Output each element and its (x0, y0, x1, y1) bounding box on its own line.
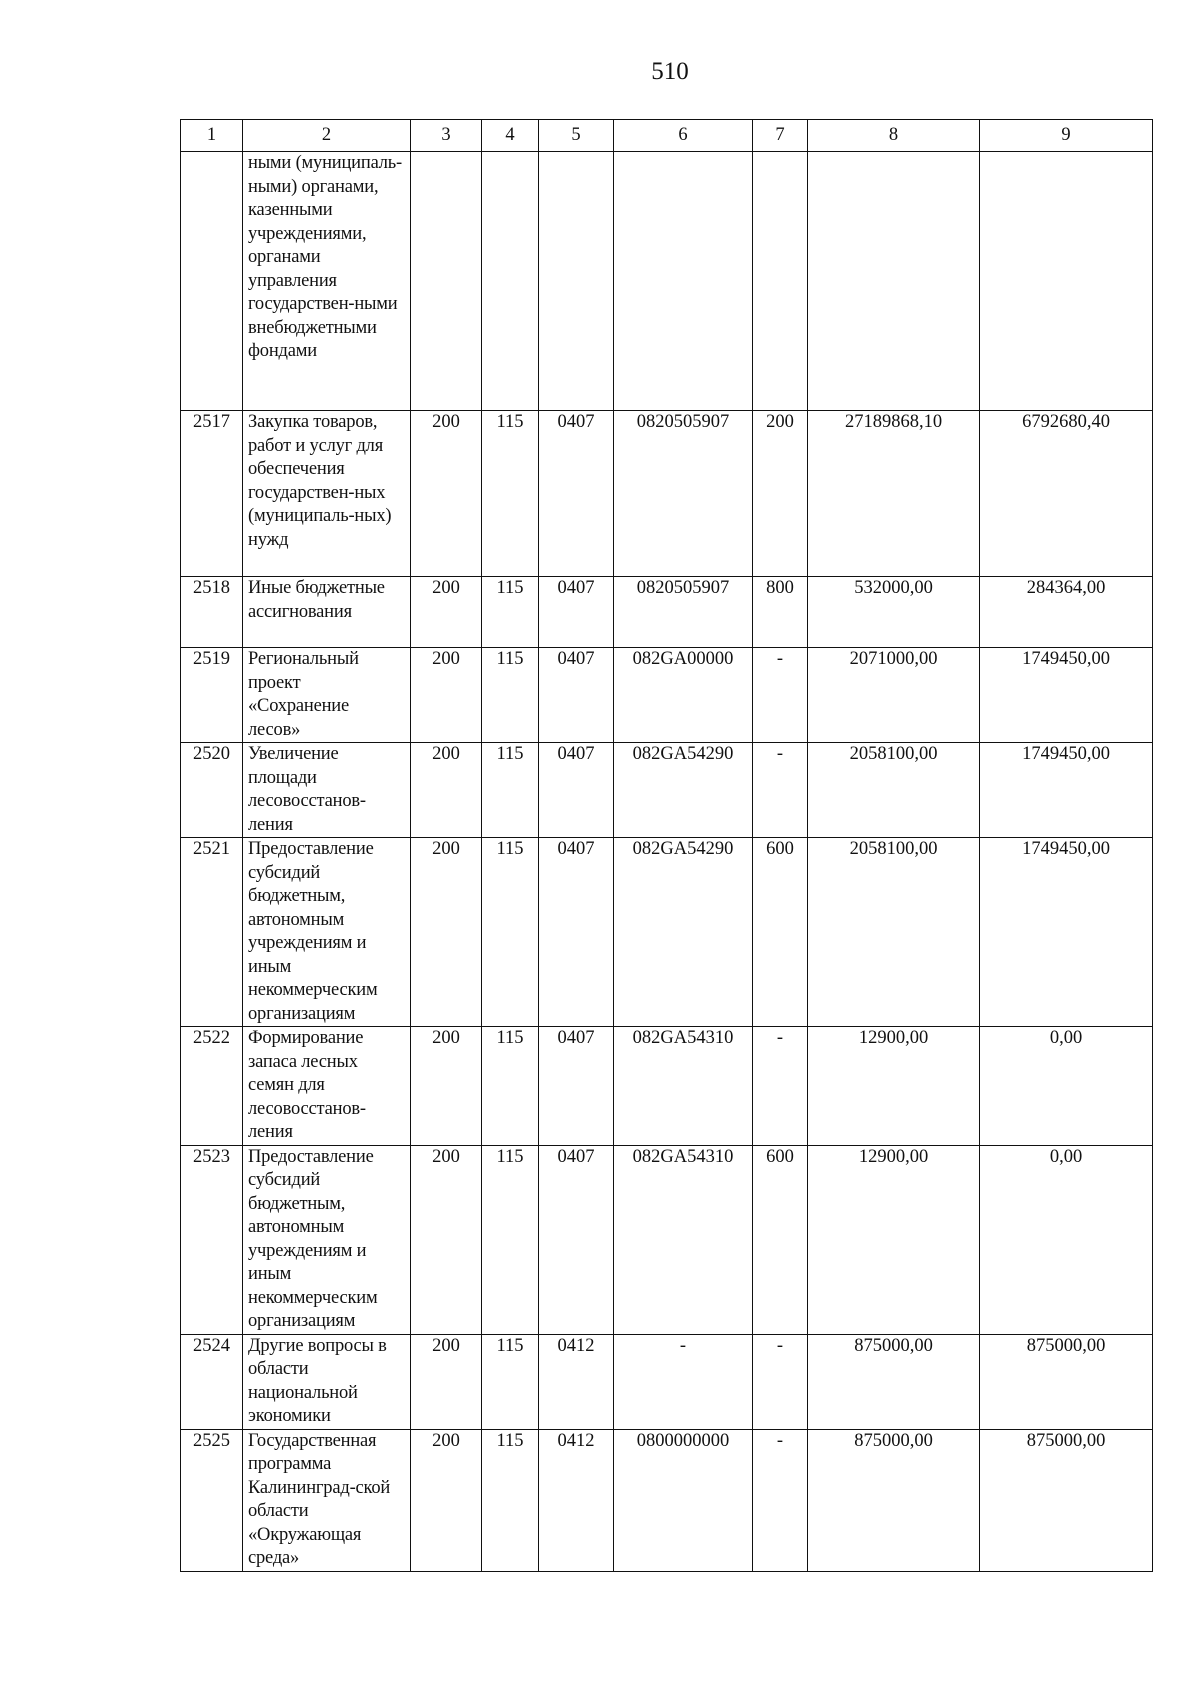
sum2-cell: 284364,00 (980, 577, 1153, 648)
table-row (181, 1027, 1153, 1146)
ved-cell: 115 (482, 648, 539, 743)
row-number-cell: 2517 (181, 411, 243, 577)
csr-cell: 082GA54310 (614, 1145, 753, 1334)
empty-cell (482, 152, 539, 411)
grbs-cell: 200 (411, 1334, 482, 1429)
continuation-row (181, 152, 1153, 411)
page-number: 510 (651, 58, 689, 85)
table-row (181, 743, 1153, 838)
row-number-cell: 2520 (181, 743, 243, 838)
row-name-cell: Закупка товаров, работ и услуг для обеспечения государствен-ных (муниципаль-ных) нужд (243, 411, 411, 577)
table-row (181, 838, 1153, 1027)
sum2-cell: 875000,00 (980, 1334, 1153, 1429)
empty-cell (614, 152, 753, 411)
csr-cell: 0820505907 (614, 577, 753, 648)
grbs-cell: 200 (411, 648, 482, 743)
header-cell: 5 (539, 120, 614, 152)
vr-cell: 200 (753, 411, 808, 577)
vr-cell: - (753, 743, 808, 838)
sum1-cell: 2058100,00 (808, 838, 980, 1027)
grbs-cell: 200 (411, 1027, 482, 1146)
row-name-cell: Государственная программа Калининград-ской области «Окружающая среда» (243, 1429, 411, 1571)
sum2-cell: 0,00 (980, 1145, 1153, 1334)
section-cell: 0407 (539, 1027, 614, 1146)
sum1-cell: 532000,00 (808, 577, 980, 648)
table-row (181, 411, 1153, 577)
header-cell: 2 (243, 120, 411, 152)
vr-cell: 600 (753, 838, 808, 1027)
row-number-cell: 2518 (181, 577, 243, 648)
sum2-cell: 875000,00 (980, 1429, 1153, 1571)
sum1-cell: 875000,00 (808, 1429, 980, 1571)
sum2-cell: 6792680,40 (980, 411, 1153, 577)
header-row (181, 120, 1153, 152)
sum1-cell: 2058100,00 (808, 743, 980, 838)
header-cell: 8 (808, 120, 980, 152)
vr-cell: - (753, 1334, 808, 1429)
header-cell: 1 (181, 120, 243, 152)
budget-table (180, 119, 1153, 1572)
ved-cell: 115 (482, 743, 539, 838)
sum1-cell: 12900,00 (808, 1145, 980, 1334)
sum1-cell: 27189868,10 (808, 411, 980, 577)
empty-cell (808, 152, 980, 411)
row-name-cell: Предоставление субсидий бюджетным, автономным учреждениям и иным некоммерческим организациям (243, 1145, 411, 1334)
row-name-cell: Региональный проект «Сохранение лесов» (243, 648, 411, 743)
header-cell: 7 (753, 120, 808, 152)
row-name-cell: Увеличение площади лесовосстанов-ления (243, 743, 411, 838)
table-row (181, 1429, 1153, 1571)
sum1-cell: 2071000,00 (808, 648, 980, 743)
empty-cell (411, 152, 482, 411)
section-cell: 0407 (539, 411, 614, 577)
section-cell: 0407 (539, 743, 614, 838)
section-cell: 0412 (539, 1429, 614, 1571)
sum2-cell: 1749450,00 (980, 743, 1153, 838)
csr-cell: 082GA54290 (614, 838, 753, 1027)
ved-cell: 115 (482, 1027, 539, 1146)
table-row (181, 1145, 1153, 1334)
section-cell: 0407 (539, 838, 614, 1027)
grbs-cell: 200 (411, 1429, 482, 1571)
sum2-cell: 0,00 (980, 1027, 1153, 1146)
section-cell: 0407 (539, 648, 614, 743)
row-name-cell: Другие вопросы в области национальной экономики (243, 1334, 411, 1429)
header-cell: 4 (482, 120, 539, 152)
grbs-cell: 200 (411, 577, 482, 648)
grbs-cell: 200 (411, 838, 482, 1027)
sum1-cell: 875000,00 (808, 1334, 980, 1429)
ved-cell: 115 (482, 838, 539, 1027)
table-row (181, 577, 1153, 648)
grbs-cell: 200 (411, 1145, 482, 1334)
sum2-cell: 1749450,00 (980, 838, 1153, 1027)
section-cell: 0407 (539, 1145, 614, 1334)
row-number-cell: 2525 (181, 1429, 243, 1571)
ved-cell: 115 (482, 577, 539, 648)
vr-cell: - (753, 648, 808, 743)
sum1-cell: 12900,00 (808, 1027, 980, 1146)
empty-cell (539, 152, 614, 411)
csr-cell: 082GA00000 (614, 648, 753, 743)
row-number-cell (181, 152, 243, 411)
vr-cell: 600 (753, 1145, 808, 1334)
row-name-cell: Иные бюджетные ассигнования (243, 577, 411, 648)
csr-cell: 082GA54310 (614, 1027, 753, 1146)
table-row (181, 1334, 1153, 1429)
row-number-cell: 2523 (181, 1145, 243, 1334)
ved-cell: 115 (482, 1429, 539, 1571)
row-name-cell: Предоставление субсидий бюджетным, автономным учреждениям и иным некоммерческим организациям (243, 838, 411, 1027)
ved-cell: 115 (482, 1334, 539, 1429)
table-row (181, 648, 1153, 743)
row-number-cell: 2524 (181, 1334, 243, 1429)
section-cell: 0407 (539, 577, 614, 648)
vr-cell: - (753, 1429, 808, 1571)
ved-cell: 115 (482, 1145, 539, 1334)
csr-cell: - (614, 1334, 753, 1429)
vr-cell: 800 (753, 577, 808, 648)
ved-cell: 115 (482, 411, 539, 577)
vr-cell: - (753, 1027, 808, 1146)
section-cell: 0412 (539, 1334, 614, 1429)
row-number-cell: 2519 (181, 648, 243, 743)
header-cell: 3 (411, 120, 482, 152)
row-number-cell: 2522 (181, 1027, 243, 1146)
row-number-cell: 2521 (181, 838, 243, 1027)
grbs-cell: 200 (411, 411, 482, 577)
header-cell: 6 (614, 120, 753, 152)
empty-cell (753, 152, 808, 411)
grbs-cell: 200 (411, 743, 482, 838)
csr-cell: 0820505907 (614, 411, 753, 577)
header-cell: 9 (980, 120, 1153, 152)
sum2-cell: 1749450,00 (980, 648, 1153, 743)
empty-cell (980, 152, 1153, 411)
csr-cell: 082GA54290 (614, 743, 753, 838)
row-name-cell: ными (муниципаль-ными) органами, казенными учреждениями, органами управления государствен-ными внебюджетными фондами (243, 152, 411, 411)
row-name-cell: Формирование запаса лесных семян для лесовосстанов-ления (243, 1027, 411, 1146)
csr-cell: 0800000000 (614, 1429, 753, 1571)
